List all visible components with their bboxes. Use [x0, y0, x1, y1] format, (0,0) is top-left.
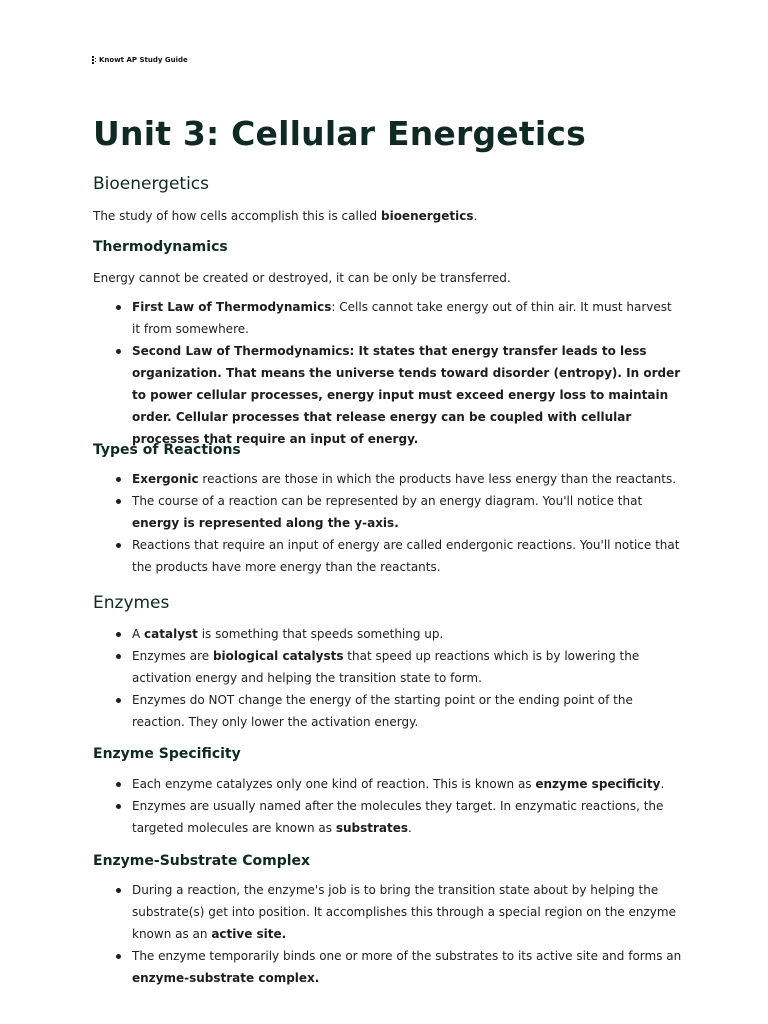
enzymes-list — [93, 623, 683, 733]
thermodynamics-intro: Energy cannot be created or destroyed, it can be only be transferred. — [93, 271, 511, 285]
list-item: During a reaction, the enzyme's job is to bring the transition state about by helping the substrate(s) get into position. It accomplishes this through a special region on the enzyme known as an active site. — [93, 879, 683, 945]
list-item: Enzymes do NOT change the energy of the starting point or the ending point of the reaction. They only lower the activation energy. — [93, 689, 683, 733]
section-heading-enzymes: Enzymes — [93, 593, 170, 613]
list-item: Second Law of Thermodynamics: It states that energy transfer leads to less organization. That means the universe tends toward disorder (entropy). In order to power cellular processes, energy input must exceed energy loss to maintain order. Cellular processes that release energy can be coupled with cellular processes that require an input of energy. — [93, 340, 683, 450]
subheading-types-of-reactions: Types of Reactions — [93, 442, 241, 458]
specificity-list — [93, 773, 683, 839]
subheading-enzyme-specificity: Enzyme Specificity — [93, 746, 241, 762]
list-item: Each enzyme catalyzes only one kind of reaction. This is known as enzyme specificity. — [93, 773, 683, 795]
list-item: First Law of Thermodynamics: Cells cannot take energy out of thin air. It must harvest it from somewhere. — [93, 296, 683, 340]
list-item: Enzymes are biological catalysts that speed up reactions which is by lowering the activation energy and helping the transition state to form. — [93, 645, 683, 689]
list-item: The enzyme temporarily binds one or more of the substrates to its active site and forms an enzyme-substrate complex. — [93, 945, 683, 989]
page-header — [92, 56, 188, 64]
section-heading-bioenergetics: Bioenergetics — [93, 174, 210, 194]
subheading-thermodynamics: Thermodynamics — [93, 239, 228, 255]
bioenergetics-intro: The study of how cells accomplish this is called bioenergetics. — [93, 209, 478, 223]
page-title: Unit 3: Cellular Energetics — [93, 114, 586, 153]
list-item: Enzymes are usually named after the molecules they target. In enzymatic reactions, the targeted molecules are known as substrates. — [93, 795, 683, 839]
reactions-list — [93, 468, 683, 578]
subheading-enzyme-substrate-complex: Enzyme-Substrate Complex — [93, 853, 311, 869]
list-item: A catalyst is something that speeds something up. — [93, 623, 683, 645]
knowt-logo-icon — [92, 56, 96, 64]
list-item: Reactions that require an input of energy are called endergonic reactions. You'll notice that the products have more energy than the reactants. — [93, 534, 683, 578]
list-item: The course of a reaction can be represented by an energy diagram. You'll notice that energy is represented along the y-axis. — [93, 490, 683, 534]
complex-list — [93, 879, 683, 989]
header-brand: Knowt AP Study Guide — [99, 56, 188, 64]
thermodynamics-list — [93, 296, 683, 450]
list-item: Exergonic reactions are those in which the products have less energy than the reactants. — [93, 468, 683, 490]
